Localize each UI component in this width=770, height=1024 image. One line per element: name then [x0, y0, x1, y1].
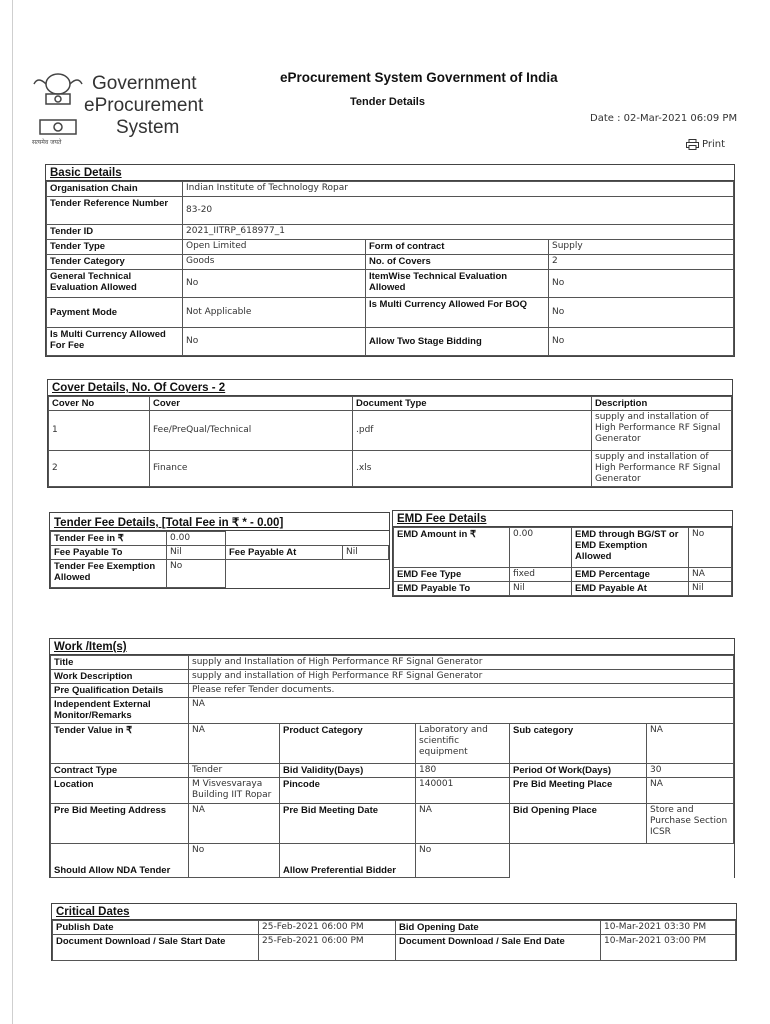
fee-payable-to-value: Nil — [167, 546, 226, 560]
bid-opening-date-value: 10-Mar-2021 03:30 PM — [601, 921, 736, 935]
prebid-date-label: Pre Bid Meeting Date — [280, 804, 416, 844]
period-label: Period Of Work(Days) — [510, 764, 647, 778]
payment-mode-label: Payment Mode — [47, 298, 183, 328]
sub-category-value: NA — [647, 724, 734, 764]
tender-ref-label: Tender Reference Number — [47, 197, 183, 225]
critical-dates-title: Critical Dates — [52, 904, 736, 920]
two-stage-value: No — [549, 328, 734, 356]
cover-doc-type: .xls — [353, 451, 592, 487]
emd-payable-at-label: EMD Payable At — [572, 582, 689, 596]
pincode-value: 140001 — [416, 778, 510, 804]
tender-ref-value: 83-20 — [183, 197, 734, 225]
cover-details-title: Cover Details, No. Of Covers - 2 — [48, 380, 732, 396]
no-covers-value: 2 — [549, 255, 734, 270]
emd-fee-title: EMD Fee Details — [393, 511, 732, 527]
basic-details-section — [45, 164, 735, 357]
itemwise-value: No — [549, 270, 734, 298]
cover-header-no: Cover No — [49, 397, 150, 411]
cover-details-table — [48, 396, 732, 487]
cover-header-doctype: Document Type — [353, 397, 592, 411]
form-contract-value: Supply — [549, 240, 734, 255]
tender-fee-value: 0.00 — [167, 532, 226, 546]
page-edge — [12, 0, 13, 1024]
product-category-value: Laboratory and scientific equipment — [416, 724, 510, 764]
tender-value-value: NA — [189, 724, 280, 764]
emd-bg-value: No — [689, 528, 732, 568]
itemwise-label: ItemWise Technical Evaluation Allowed — [366, 270, 549, 298]
no-covers-label: No. of Covers — [366, 255, 549, 270]
download-end-value: 10-Mar-2021 03:00 PM — [601, 935, 736, 961]
prebid-place-value: NA — [647, 778, 734, 804]
print-label: Print — [702, 139, 726, 150]
monitor-value: NA — [189, 698, 734, 724]
prebid-address-label: Pre Bid Meeting Address — [51, 804, 189, 844]
cover-doc-type: .pdf — [353, 411, 592, 451]
bid-validity-value: 180 — [416, 764, 510, 778]
report-date: Date : 02-Mar-2021 06:09 PM — [590, 113, 738, 124]
bid-opening-place-value: Store and Purchase Section ICSR — [647, 804, 734, 844]
emblem-caption: सत्यमेव जयते — [32, 139, 62, 146]
preferential-value: No — [416, 844, 510, 878]
page-title: eProcurement System Government of India — [280, 70, 558, 85]
download-start-label: Document Download / Sale Start Date — [53, 935, 259, 961]
location-value: M Visvesvaraya Building IIT Ropar — [189, 778, 280, 804]
basic-details-title: Basic Details — [46, 165, 734, 181]
cover-name: Fee/PreQual/Technical — [150, 411, 353, 451]
emd-bg-label: EMD through BG/ST or EMD Exemption Allowed — [572, 528, 689, 568]
multi-boq-label: Is Multi Currency Allowed For BOQ — [366, 298, 549, 328]
form-contract-label: Form of contract — [366, 240, 549, 255]
fee-payable-at-value: Nil — [343, 546, 389, 560]
emd-fee-type-label: EMD Fee Type — [394, 568, 510, 582]
work-desc-label: Work Description — [51, 670, 189, 684]
brand-logo-text — [84, 73, 203, 139]
publish-date-value: 25-Feb-2021 06:00 PM — [259, 921, 396, 935]
tender-fee-label: Tender Fee in ₹ — [51, 532, 167, 546]
cover-header-cover: Cover — [150, 397, 353, 411]
emd-payable-to-label: EMD Payable To — [394, 582, 510, 596]
fee-payable-at-label: Fee Payable At — [226, 546, 343, 560]
tender-fee-title: Tender Fee Details, [Total Fee in ₹ * - 0.00] — [50, 513, 389, 531]
tender-type-label: Tender Type — [47, 240, 183, 255]
preferential-label: Allow Preferential Bidder — [280, 844, 416, 878]
print-button[interactable] — [686, 139, 725, 150]
brand-line-1: Government — [92, 73, 197, 94]
cover-header-description: Description — [592, 397, 732, 411]
table-row — [49, 451, 732, 487]
prequal-label: Pre Qualification Details — [51, 684, 189, 698]
prequal-value: Please refer Tender documents. — [189, 684, 734, 698]
pincode-label: Pincode — [280, 778, 416, 804]
period-value: 30 — [647, 764, 734, 778]
emd-fee-section — [392, 510, 733, 597]
basic-details-table — [46, 181, 734, 356]
tender-fee-section — [49, 512, 390, 589]
location-label: Location — [51, 778, 189, 804]
multi-fee-value: No — [183, 328, 366, 356]
emd-amount-label: EMD Amount in ₹ — [394, 528, 510, 568]
work-title-value: supply and Installation of High Performance RF Signal Generator — [189, 656, 734, 670]
nda-value: No — [189, 844, 280, 878]
critical-dates-table — [52, 920, 736, 961]
emd-fee-type-value: fixed — [510, 568, 572, 582]
product-category-label: Product Category — [280, 724, 416, 764]
work-desc-value: supply and installation of High Performance RF Signal Generator — [189, 670, 734, 684]
printer-icon — [686, 139, 699, 150]
cover-description: supply and installation of High Performance RF Signal Generator — [592, 451, 732, 487]
brand-line-3: System — [116, 117, 180, 138]
fee-exemption-value: No — [167, 560, 226, 588]
bid-validity-label: Bid Validity(Days) — [280, 764, 416, 778]
emd-payable-to-value: Nil — [510, 582, 572, 596]
bid-opening-date-label: Bid Opening Date — [396, 921, 601, 935]
tender-value-label: Tender Value in ₹ — [51, 724, 189, 764]
emd-payable-at-value: Nil — [689, 582, 732, 596]
prebid-date-value: NA — [416, 804, 510, 844]
multi-fee-label: Is Multi Currency Allowed For Fee — [47, 328, 183, 356]
emd-amount-value: 0.00 — [510, 528, 572, 568]
org-chain-value: Indian Institute of Technology Ropar — [183, 182, 734, 197]
fee-exemption-label: Tender Fee Exemption Allowed — [51, 560, 167, 588]
gen-tech-label: General Technical Evaluation Allowed — [47, 270, 183, 298]
tender-fee-table — [50, 531, 389, 588]
prebid-place-label: Pre Bid Meeting Place — [510, 778, 647, 804]
multi-boq-value: No — [549, 298, 734, 328]
work-title-label: Title — [51, 656, 189, 670]
cover-no: 2 — [49, 451, 150, 487]
cover-description: supply and installation of High Performance RF Signal Generator — [592, 411, 732, 451]
publish-date-label: Publish Date — [53, 921, 259, 935]
tender-category-value: Goods — [183, 255, 366, 270]
prebid-address-value: NA — [189, 804, 280, 844]
table-row — [49, 411, 732, 451]
download-end-label: Document Download / Sale End Date — [396, 935, 601, 961]
tender-id-value: 2021_IITRP_618977_1 — [183, 225, 734, 240]
contract-type-value: Tender — [189, 764, 280, 778]
tender-category-label: Tender Category — [47, 255, 183, 270]
nda-label: Should Allow NDA Tender — [51, 844, 189, 878]
download-start-value: 25-Feb-2021 06:00 PM — [259, 935, 396, 961]
fee-payable-to-label: Fee Payable To — [51, 546, 167, 560]
brand-line-2: eProcurement — [84, 95, 204, 116]
monitor-label: Independent External Monitor/Remarks — [51, 698, 189, 724]
work-items-title: Work /Item(s) — [50, 639, 734, 655]
cover-details-section — [47, 379, 733, 488]
critical-dates-section — [51, 903, 737, 961]
two-stage-label: Allow Two Stage Bidding — [366, 328, 549, 356]
tender-type-value: Open Limited — [183, 240, 366, 255]
gen-tech-value: No — [183, 270, 366, 298]
work-items-section — [49, 638, 735, 878]
emd-percentage-label: EMD Percentage — [572, 568, 689, 582]
emd-percentage-value: NA — [689, 568, 732, 582]
emd-fee-table — [393, 527, 732, 596]
bid-opening-place-label: Bid Opening Place — [510, 804, 647, 844]
org-chain-label: Organisation Chain — [47, 182, 183, 197]
work-items-table — [50, 655, 734, 878]
sub-category-label: Sub category — [510, 724, 647, 764]
payment-mode-value: Not Applicable — [183, 298, 366, 328]
cover-no: 1 — [49, 411, 150, 451]
page-subtitle: Tender Details — [350, 96, 425, 108]
tender-id-label: Tender ID — [47, 225, 183, 240]
contract-type-label: Contract Type — [51, 764, 189, 778]
cover-name: Finance — [150, 451, 353, 487]
